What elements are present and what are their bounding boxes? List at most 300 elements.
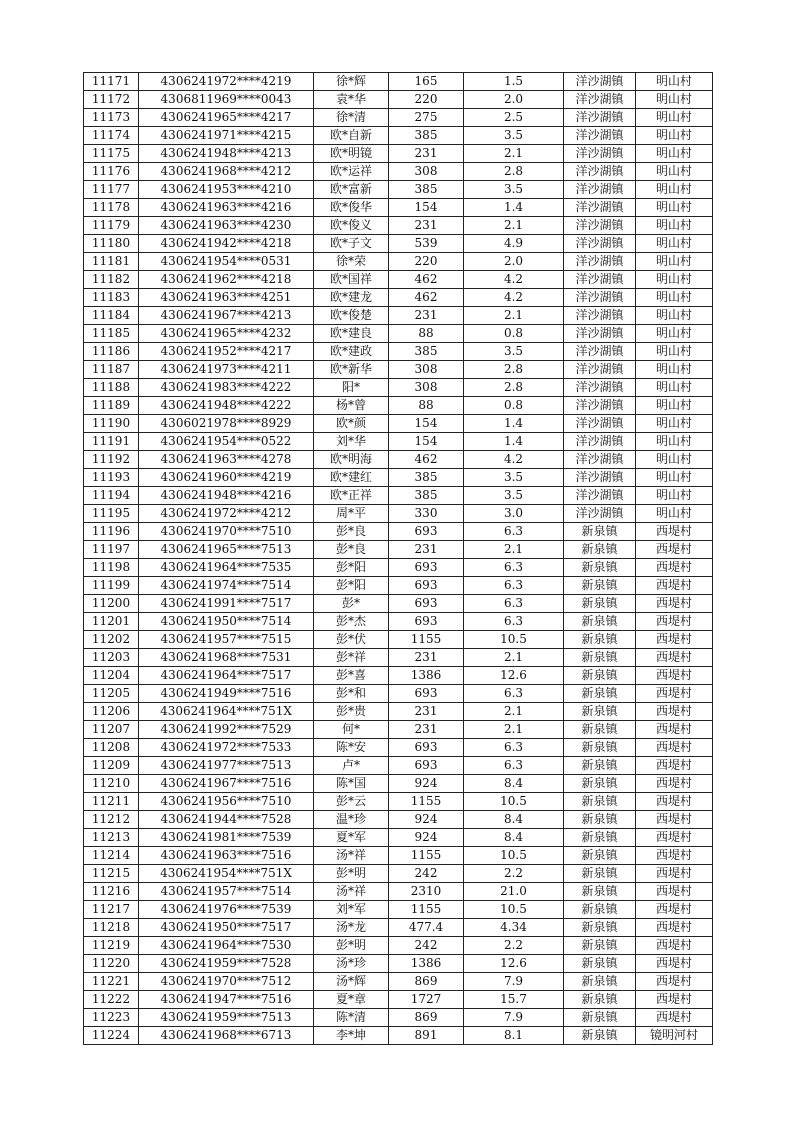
name-cell: 陈*安 (314, 739, 389, 757)
row-number-cell: 11198 (84, 559, 139, 577)
row-number-cell: 11193 (84, 469, 139, 487)
amount-cell: 242 (389, 937, 464, 955)
row-number-cell: 11201 (84, 613, 139, 631)
name-cell: 夏*章 (314, 991, 389, 1009)
town-cell: 新泉镇 (564, 631, 636, 649)
row-number-cell: 11216 (84, 883, 139, 901)
id-number-cell: 4306241977****7513 (139, 757, 314, 775)
area-cell: 6.3 (464, 685, 564, 703)
amount-cell: 308 (389, 361, 464, 379)
name-cell: 欧*运祥 (314, 163, 389, 181)
table-row (84, 541, 713, 559)
area-cell: 2.1 (464, 649, 564, 667)
amount-cell: 154 (389, 415, 464, 433)
row-number-cell: 11208 (84, 739, 139, 757)
town-cell: 新泉镇 (564, 613, 636, 631)
village-cell: 明山村 (636, 325, 713, 343)
name-cell: 彭*良 (314, 523, 389, 541)
row-number-cell: 11174 (84, 127, 139, 145)
town-cell: 新泉镇 (564, 829, 636, 847)
name-cell: 欧*建政 (314, 343, 389, 361)
row-number-cell: 11219 (84, 937, 139, 955)
id-number-cell: 4306241967****4213 (139, 307, 314, 325)
amount-cell: 275 (389, 109, 464, 127)
name-cell: 温*珍 (314, 811, 389, 829)
name-cell: 彭*贵 (314, 703, 389, 721)
town-cell: 新泉镇 (564, 865, 636, 883)
table-row (84, 973, 713, 991)
town-cell: 洋沙湖镇 (564, 343, 636, 361)
area-cell: 2.8 (464, 163, 564, 181)
table-row (84, 667, 713, 685)
amount-cell: 891 (389, 1027, 464, 1045)
table-row (84, 865, 713, 883)
village-cell: 明山村 (636, 163, 713, 181)
row-number-cell: 11221 (84, 973, 139, 991)
area-cell: 2.5 (464, 109, 564, 127)
id-number-cell: 4306241948****4213 (139, 145, 314, 163)
id-number-cell: 4306241959****7528 (139, 955, 314, 973)
name-cell: 欧*国祥 (314, 271, 389, 289)
table-row (84, 199, 713, 217)
town-cell: 洋沙湖镇 (564, 325, 636, 343)
table-row (84, 901, 713, 919)
town-cell: 洋沙湖镇 (564, 235, 636, 253)
row-number-cell: 11204 (84, 667, 139, 685)
area-cell: 3.5 (464, 487, 564, 505)
town-cell: 新泉镇 (564, 883, 636, 901)
row-number-cell: 11180 (84, 235, 139, 253)
village-cell: 西堤村 (636, 937, 713, 955)
area-cell: 4.9 (464, 235, 564, 253)
village-cell: 西堤村 (636, 865, 713, 883)
village-cell: 西堤村 (636, 829, 713, 847)
town-cell: 新泉镇 (564, 595, 636, 613)
amount-cell: 693 (389, 685, 464, 703)
town-cell: 洋沙湖镇 (564, 253, 636, 271)
town-cell: 新泉镇 (564, 523, 636, 541)
id-number-cell: 4306241959****7513 (139, 1009, 314, 1027)
table-row (84, 685, 713, 703)
area-cell: 6.3 (464, 523, 564, 541)
village-cell: 明山村 (636, 487, 713, 505)
name-cell: 彭*杰 (314, 613, 389, 631)
name-cell: 欧*俊楚 (314, 307, 389, 325)
row-number-cell: 11175 (84, 145, 139, 163)
town-cell: 洋沙湖镇 (564, 415, 636, 433)
amount-cell: 88 (389, 325, 464, 343)
area-cell: 8.4 (464, 829, 564, 847)
table-row (84, 217, 713, 235)
row-number-cell: 11181 (84, 253, 139, 271)
amount-cell: 231 (389, 307, 464, 325)
id-number-cell: 4306241947****7516 (139, 991, 314, 1009)
id-number-cell: 4306241948****4222 (139, 397, 314, 415)
area-cell: 2.2 (464, 937, 564, 955)
village-cell: 西堤村 (636, 595, 713, 613)
table-row (84, 91, 713, 109)
row-number-cell: 11224 (84, 1027, 139, 1045)
amount-cell: 869 (389, 973, 464, 991)
table-row (84, 433, 713, 451)
town-cell: 洋沙湖镇 (564, 145, 636, 163)
row-number-cell: 11203 (84, 649, 139, 667)
name-cell: 欧*新华 (314, 361, 389, 379)
id-number-cell: 4306241965****7513 (139, 541, 314, 559)
id-number-cell: 4306241972****4219 (139, 73, 314, 91)
town-cell: 洋沙湖镇 (564, 109, 636, 127)
id-number-cell: 4306241965****4232 (139, 325, 314, 343)
table-row (84, 343, 713, 361)
village-cell: 西堤村 (636, 901, 713, 919)
amount-cell: 1727 (389, 991, 464, 1009)
table-row (84, 703, 713, 721)
row-number-cell: 11222 (84, 991, 139, 1009)
amount-cell: 1386 (389, 667, 464, 685)
row-number-cell: 11184 (84, 307, 139, 325)
name-cell: 徐*荣 (314, 253, 389, 271)
village-cell: 明山村 (636, 379, 713, 397)
town-cell: 新泉镇 (564, 739, 636, 757)
table-row (84, 793, 713, 811)
id-number-cell: 4306241948****4216 (139, 487, 314, 505)
town-cell: 新泉镇 (564, 901, 636, 919)
id-number-cell: 4306241956****7510 (139, 793, 314, 811)
town-cell: 洋沙湖镇 (564, 73, 636, 91)
area-cell: 6.3 (464, 739, 564, 757)
village-cell: 明山村 (636, 145, 713, 163)
amount-cell: 385 (389, 127, 464, 145)
area-cell: 4.2 (464, 271, 564, 289)
table-row (84, 811, 713, 829)
row-number-cell: 11209 (84, 757, 139, 775)
area-cell: 2.1 (464, 217, 564, 235)
row-number-cell: 11207 (84, 721, 139, 739)
id-number-cell: 4306241957****7514 (139, 883, 314, 901)
row-number-cell: 11185 (84, 325, 139, 343)
table-row (84, 613, 713, 631)
area-cell: 2.1 (464, 145, 564, 163)
village-cell: 明山村 (636, 307, 713, 325)
town-cell: 新泉镇 (564, 649, 636, 667)
area-cell: 2.2 (464, 865, 564, 883)
table-row (84, 577, 713, 595)
amount-cell: 220 (389, 253, 464, 271)
town-cell: 洋沙湖镇 (564, 289, 636, 307)
id-number-cell: 4306241942****4218 (139, 235, 314, 253)
name-cell: 彭*云 (314, 793, 389, 811)
table-row (84, 1027, 713, 1045)
table-row (84, 757, 713, 775)
row-number-cell: 11217 (84, 901, 139, 919)
id-number-cell: 4306241954****0531 (139, 253, 314, 271)
village-cell: 西堤村 (636, 991, 713, 1009)
area-cell: 1.4 (464, 199, 564, 217)
name-cell: 袁*华 (314, 91, 389, 109)
town-cell: 洋沙湖镇 (564, 505, 636, 523)
row-number-cell: 11220 (84, 955, 139, 973)
name-cell: 欧*富新 (314, 181, 389, 199)
name-cell: 汤*祥 (314, 883, 389, 901)
table-row (84, 829, 713, 847)
town-cell: 新泉镇 (564, 703, 636, 721)
id-number-cell: 4306241970****7512 (139, 973, 314, 991)
name-cell: 彭*良 (314, 541, 389, 559)
amount-cell: 231 (389, 217, 464, 235)
town-cell: 新泉镇 (564, 847, 636, 865)
table-row (84, 937, 713, 955)
row-number-cell: 11173 (84, 109, 139, 127)
village-cell: 西堤村 (636, 919, 713, 937)
row-number-cell: 11212 (84, 811, 139, 829)
town-cell: 洋沙湖镇 (564, 451, 636, 469)
table-row (84, 505, 713, 523)
amount-cell: 539 (389, 235, 464, 253)
village-cell: 明山村 (636, 271, 713, 289)
row-number-cell: 11215 (84, 865, 139, 883)
town-cell: 洋沙湖镇 (564, 379, 636, 397)
name-cell: 欧*明海 (314, 451, 389, 469)
area-cell: 3.5 (464, 127, 564, 145)
id-number-cell: 4306241965****4217 (139, 109, 314, 127)
table-row (84, 739, 713, 757)
row-number-cell: 11178 (84, 199, 139, 217)
area-cell: 6.3 (464, 559, 564, 577)
town-cell: 新泉镇 (564, 973, 636, 991)
area-cell: 3.5 (464, 469, 564, 487)
town-cell: 新泉镇 (564, 955, 636, 973)
amount-cell: 1155 (389, 631, 464, 649)
name-cell: 卢* (314, 757, 389, 775)
village-cell: 西堤村 (636, 757, 713, 775)
row-number-cell: 11196 (84, 523, 139, 541)
table-row (84, 289, 713, 307)
id-number-cell: 4306241964****7535 (139, 559, 314, 577)
id-number-cell: 4306241950****7514 (139, 613, 314, 631)
id-number-cell: 4306241953****4210 (139, 181, 314, 199)
amount-cell: 477.4 (389, 919, 464, 937)
name-cell: 欧*子文 (314, 235, 389, 253)
amount-cell: 924 (389, 829, 464, 847)
name-cell: 汤*珍 (314, 955, 389, 973)
id-number-cell: 4306241972****4212 (139, 505, 314, 523)
area-cell: 12.6 (464, 667, 564, 685)
table-row (84, 109, 713, 127)
id-number-cell: 4306241950****7517 (139, 919, 314, 937)
area-cell: 3.0 (464, 505, 564, 523)
town-cell: 新泉镇 (564, 757, 636, 775)
amount-cell: 1386 (389, 955, 464, 973)
row-number-cell: 11223 (84, 1009, 139, 1027)
village-cell: 明山村 (636, 199, 713, 217)
town-cell: 洋沙湖镇 (564, 181, 636, 199)
id-number-cell: 4306241964****7517 (139, 667, 314, 685)
amount-cell: 693 (389, 577, 464, 595)
row-number-cell: 11188 (84, 379, 139, 397)
row-number-cell: 11179 (84, 217, 139, 235)
village-cell: 西堤村 (636, 775, 713, 793)
id-number-cell: 4306241976****7539 (139, 901, 314, 919)
amount-cell: 385 (389, 487, 464, 505)
row-number-cell: 11190 (84, 415, 139, 433)
id-number-cell: 4306241972****7533 (139, 739, 314, 757)
amount-cell: 924 (389, 811, 464, 829)
area-cell: 6.3 (464, 613, 564, 631)
row-number-cell: 11214 (84, 847, 139, 865)
table-row (84, 955, 713, 973)
town-cell: 洋沙湖镇 (564, 307, 636, 325)
table-row (84, 361, 713, 379)
table-row (84, 415, 713, 433)
town-cell: 新泉镇 (564, 775, 636, 793)
village-cell: 西堤村 (636, 577, 713, 595)
row-number-cell: 11176 (84, 163, 139, 181)
amount-cell: 693 (389, 523, 464, 541)
id-number-cell: 4306241964****7530 (139, 937, 314, 955)
amount-cell: 231 (389, 721, 464, 739)
area-cell: 4.2 (464, 451, 564, 469)
table-row (84, 73, 713, 91)
area-cell: 1.5 (464, 73, 564, 91)
table-row (84, 451, 713, 469)
name-cell: 周*平 (314, 505, 389, 523)
amount-cell: 693 (389, 739, 464, 757)
table-body (84, 73, 713, 1045)
town-cell: 洋沙湖镇 (564, 163, 636, 181)
village-cell: 明山村 (636, 469, 713, 487)
table-row (84, 775, 713, 793)
area-cell: 15.7 (464, 991, 564, 1009)
village-cell: 西堤村 (636, 613, 713, 631)
area-cell: 10.5 (464, 901, 564, 919)
area-cell: 0.8 (464, 325, 564, 343)
table-row (84, 991, 713, 1009)
id-number-cell: 4306241962****4218 (139, 271, 314, 289)
row-number-cell: 11206 (84, 703, 139, 721)
table-row (84, 235, 713, 253)
id-number-cell: 4306241963****7516 (139, 847, 314, 865)
table-row (84, 145, 713, 163)
village-cell: 明山村 (636, 253, 713, 271)
amount-cell: 693 (389, 559, 464, 577)
amount-cell: 693 (389, 757, 464, 775)
area-cell: 10.5 (464, 793, 564, 811)
town-cell: 新泉镇 (564, 811, 636, 829)
name-cell: 彭*喜 (314, 667, 389, 685)
name-cell: 欧*颜 (314, 415, 389, 433)
village-cell: 明山村 (636, 235, 713, 253)
row-number-cell: 11189 (84, 397, 139, 415)
area-cell: 1.4 (464, 433, 564, 451)
amount-cell: 1155 (389, 847, 464, 865)
area-cell: 3.5 (464, 343, 564, 361)
area-cell: 2.0 (464, 91, 564, 109)
id-number-cell: 4306241963****4251 (139, 289, 314, 307)
amount-cell: 231 (389, 145, 464, 163)
village-cell: 明山村 (636, 217, 713, 235)
area-cell: 10.5 (464, 631, 564, 649)
amount-cell: 693 (389, 595, 464, 613)
area-cell: 2.0 (464, 253, 564, 271)
area-cell: 7.9 (464, 1009, 564, 1027)
row-number-cell: 11210 (84, 775, 139, 793)
town-cell: 洋沙湖镇 (564, 361, 636, 379)
row-number-cell: 11182 (84, 271, 139, 289)
id-number-cell: 4306241954****0522 (139, 433, 314, 451)
name-cell: 汤*祥 (314, 847, 389, 865)
town-cell: 新泉镇 (564, 1027, 636, 1045)
table-row (84, 163, 713, 181)
town-cell: 新泉镇 (564, 685, 636, 703)
row-number-cell: 11195 (84, 505, 139, 523)
village-cell: 西堤村 (636, 631, 713, 649)
amount-cell: 231 (389, 703, 464, 721)
town-cell: 洋沙湖镇 (564, 271, 636, 289)
table-row (84, 847, 713, 865)
area-cell: 4.34 (464, 919, 564, 937)
table-row (84, 559, 713, 577)
name-cell: 欧*明镜 (314, 145, 389, 163)
town-cell: 新泉镇 (564, 1009, 636, 1027)
village-cell: 西堤村 (636, 955, 713, 973)
village-cell: 明山村 (636, 127, 713, 145)
table-row (84, 649, 713, 667)
name-cell: 欧*建良 (314, 325, 389, 343)
amount-cell: 462 (389, 289, 464, 307)
village-cell: 明山村 (636, 289, 713, 307)
row-number-cell: 11191 (84, 433, 139, 451)
id-number-cell: 4306241949****7516 (139, 685, 314, 703)
town-cell: 新泉镇 (564, 721, 636, 739)
name-cell: 欧*自新 (314, 127, 389, 145)
town-cell: 洋沙湖镇 (564, 127, 636, 145)
name-cell: 欧*建龙 (314, 289, 389, 307)
table-row (84, 487, 713, 505)
town-cell: 洋沙湖镇 (564, 469, 636, 487)
village-cell: 西堤村 (636, 847, 713, 865)
id-number-cell: 4306241981****7539 (139, 829, 314, 847)
town-cell: 洋沙湖镇 (564, 91, 636, 109)
id-number-cell: 4306241964****751X (139, 703, 314, 721)
town-cell: 洋沙湖镇 (564, 433, 636, 451)
amount-cell: 1155 (389, 901, 464, 919)
village-cell: 西堤村 (636, 811, 713, 829)
town-cell: 洋沙湖镇 (564, 199, 636, 217)
name-cell: 刘*军 (314, 901, 389, 919)
id-number-cell: 4306241954****751X (139, 865, 314, 883)
village-cell: 明山村 (636, 109, 713, 127)
id-number-cell: 4306241983****4222 (139, 379, 314, 397)
name-cell: 李*坤 (314, 1027, 389, 1045)
row-number-cell: 11202 (84, 631, 139, 649)
amount-cell: 308 (389, 163, 464, 181)
table-row (84, 523, 713, 541)
village-cell: 明山村 (636, 73, 713, 91)
name-cell: 彭*明 (314, 937, 389, 955)
amount-cell: 330 (389, 505, 464, 523)
amount-cell: 385 (389, 343, 464, 361)
village-cell: 西堤村 (636, 703, 713, 721)
area-cell: 2.8 (464, 361, 564, 379)
data-table (83, 72, 713, 1045)
row-number-cell: 11213 (84, 829, 139, 847)
amount-cell: 2310 (389, 883, 464, 901)
id-number-cell: 4306241968****4212 (139, 163, 314, 181)
id-number-cell: 4306241944****7528 (139, 811, 314, 829)
village-cell: 明山村 (636, 181, 713, 199)
village-cell: 明山村 (636, 343, 713, 361)
area-cell: 1.4 (464, 415, 564, 433)
